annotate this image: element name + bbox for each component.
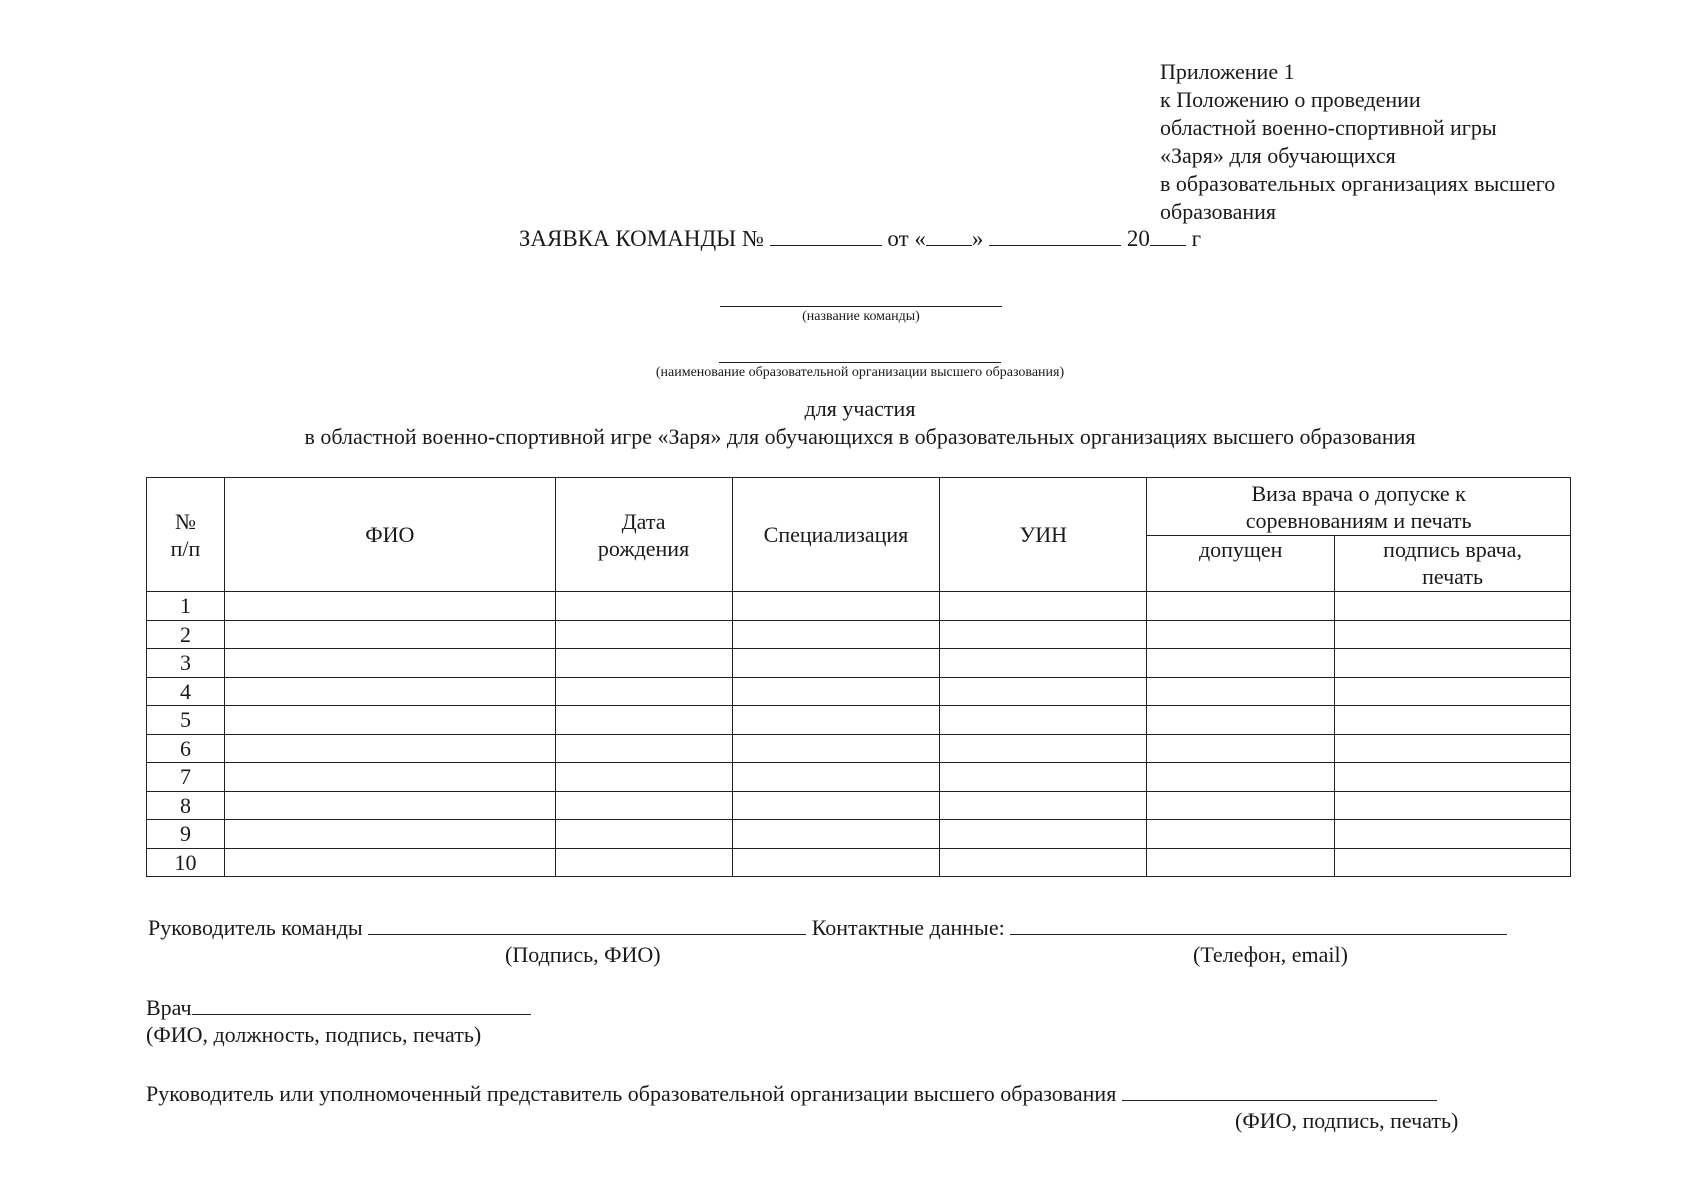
- cell-fio[interactable]: [224, 706, 555, 735]
- row-number: 10: [147, 848, 225, 877]
- cell-uin[interactable]: [940, 734, 1147, 763]
- org-head-caption: (ФИО, подпись, печать): [1235, 1108, 1459, 1133]
- row-number: 9: [147, 820, 225, 849]
- header-doctor-sign-line2: печать: [1422, 564, 1484, 589]
- team-name-field[interactable]: [720, 306, 1002, 307]
- header-doctor-visa: [1147, 478, 1571, 536]
- cell-fio[interactable]: [224, 620, 555, 649]
- appendix-line: в образовательных организациях высшего: [1160, 171, 1556, 196]
- cell-uin[interactable]: [940, 620, 1147, 649]
- row-number: 4: [147, 677, 225, 706]
- header-admitted: допущен: [1147, 536, 1335, 592]
- cell-specialization[interactable]: [732, 848, 940, 877]
- title-year-suffix: г: [1191, 226, 1202, 251]
- cell-doctor-sign[interactable]: [1335, 677, 1571, 706]
- application-title: [0, 226, 1695, 252]
- cell-birth-date[interactable]: [555, 706, 732, 735]
- cell-specialization[interactable]: [732, 734, 940, 763]
- header-birth-line1: Дата: [621, 508, 666, 534]
- cell-uin[interactable]: [940, 706, 1147, 735]
- cell-specialization[interactable]: [732, 763, 940, 792]
- title-quote-close: »: [971, 226, 984, 251]
- org-name-caption: (наименование образовательной организации высшего образования): [655, 365, 1065, 380]
- cell-uin[interactable]: [940, 649, 1147, 678]
- appendix-line: образования: [1160, 199, 1277, 224]
- org-head-label: Руководитель или уполномоченный представитель образовательной организации высшего образования: [146, 1081, 1117, 1106]
- doctor-caption: (ФИО, должность, подпись, печать): [146, 1022, 482, 1047]
- cell-specialization[interactable]: [732, 620, 940, 649]
- cell-birth-date[interactable]: [555, 791, 732, 820]
- title-from: от «: [887, 226, 926, 251]
- row-number: 1: [147, 592, 225, 621]
- table-row: [147, 763, 1571, 792]
- cell-birth-date[interactable]: [555, 763, 732, 792]
- cell-admitted[interactable]: [1147, 592, 1335, 621]
- row-number: 6: [147, 734, 225, 763]
- appendix-line: к Положению о проведении: [1160, 87, 1421, 112]
- cell-doctor-sign[interactable]: [1335, 620, 1571, 649]
- cell-uin[interactable]: [940, 677, 1147, 706]
- cell-birth-date[interactable]: [555, 848, 732, 877]
- cell-doctor-sign[interactable]: [1335, 592, 1571, 621]
- cell-admitted[interactable]: [1147, 706, 1335, 735]
- cell-doctor-sign[interactable]: [1335, 848, 1571, 877]
- title-prefix: ЗАЯВКА КОМАНДЫ №: [518, 226, 764, 251]
- cell-specialization[interactable]: [732, 706, 940, 735]
- month-field[interactable]: [989, 227, 1121, 246]
- cell-birth-date[interactable]: [555, 820, 732, 849]
- header-doctor-visa-line2: соревнованиям и печать: [1245, 507, 1472, 533]
- team-leader-signature-field[interactable]: [368, 914, 806, 935]
- cell-doctor-sign[interactable]: [1335, 649, 1571, 678]
- contacts-field[interactable]: [1010, 914, 1507, 935]
- contacts-caption: (Телефон, email): [1193, 942, 1348, 967]
- cell-fio[interactable]: [224, 592, 555, 621]
- header-doctor-sign: [1335, 536, 1571, 592]
- header-specialization: Специализация: [732, 478, 940, 592]
- cell-uin[interactable]: [940, 763, 1147, 792]
- cell-fio[interactable]: [224, 820, 555, 849]
- cell-uin[interactable]: [940, 820, 1147, 849]
- cell-specialization[interactable]: [732, 677, 940, 706]
- contacts-label: Контактные данные:: [811, 915, 1005, 940]
- team-number-field[interactable]: [770, 227, 882, 246]
- table-row: [147, 677, 1571, 706]
- day-field[interactable]: [926, 227, 972, 246]
- org-head-signature-field[interactable]: [1122, 1080, 1437, 1101]
- team-name-block: [720, 306, 1002, 325]
- cell-specialization[interactable]: [732, 820, 940, 849]
- roster-table: [146, 477, 1571, 877]
- cell-admitted[interactable]: [1147, 820, 1335, 849]
- table-row: [147, 734, 1571, 763]
- cell-fio[interactable]: [224, 677, 555, 706]
- cell-birth-date[interactable]: [555, 592, 732, 621]
- doctor-signature-field[interactable]: [192, 994, 531, 1015]
- cell-specialization[interactable]: [732, 592, 940, 621]
- header-doctor-sign-line1: подпись врача,: [1383, 537, 1522, 562]
- row-number: 3: [147, 649, 225, 678]
- cell-admitted[interactable]: [1147, 734, 1335, 763]
- cell-doctor-sign[interactable]: [1335, 763, 1571, 792]
- year-field[interactable]: [1150, 227, 1186, 246]
- team-name-caption: (название команды): [802, 309, 920, 324]
- cell-admitted[interactable]: [1147, 649, 1335, 678]
- cell-specialization[interactable]: [732, 791, 940, 820]
- table-row: [147, 620, 1571, 649]
- table-row: [147, 848, 1571, 877]
- org-name-field[interactable]: [719, 362, 1001, 363]
- cell-uin[interactable]: [940, 592, 1147, 621]
- cell-birth-date[interactable]: [555, 620, 732, 649]
- org-head-line: [146, 1080, 1437, 1107]
- table-row: [147, 706, 1571, 735]
- cell-admitted[interactable]: [1147, 620, 1335, 649]
- cell-fio[interactable]: [224, 791, 555, 820]
- doctor-line: [146, 994, 531, 1021]
- appendix-line: областной военно-спортивной игры: [1160, 115, 1497, 140]
- cell-admitted[interactable]: [1147, 677, 1335, 706]
- header-birth-line2: рождения: [597, 535, 690, 561]
- header-fio: ФИО: [224, 478, 555, 592]
- cell-doctor-sign[interactable]: [1335, 791, 1571, 820]
- table-row: [147, 791, 1571, 820]
- team-leader-caption: (Подпись, ФИО): [505, 942, 661, 967]
- cell-birth-date[interactable]: [555, 649, 732, 678]
- appendix-line: Приложение 1: [1160, 59, 1295, 84]
- title-year-prefix: 20: [1126, 226, 1150, 251]
- header-number-line1: №: [174, 508, 196, 534]
- header-number-line2: п/п: [170, 535, 201, 561]
- appendix-line: «Заря» для обучающихся: [1160, 143, 1396, 168]
- header-doctor-visa-line1: Виза врача о допуске к: [1251, 480, 1466, 506]
- table-row: [147, 592, 1571, 621]
- team-leader-label: Руководитель команды: [148, 915, 363, 940]
- cell-doctor-sign[interactable]: [1335, 706, 1571, 735]
- header-uin: УИН: [940, 478, 1147, 592]
- team-leader-line: [148, 914, 1507, 941]
- appendix-header: [1160, 58, 1555, 226]
- header-number: [147, 478, 225, 592]
- row-number: 5: [147, 706, 225, 735]
- cell-birth-date[interactable]: [555, 734, 732, 763]
- cell-doctor-sign[interactable]: [1335, 734, 1571, 763]
- cell-fio[interactable]: [224, 848, 555, 877]
- cell-fio[interactable]: [224, 649, 555, 678]
- row-number: 8: [147, 791, 225, 820]
- cell-fio[interactable]: [224, 763, 555, 792]
- cell-admitted[interactable]: [1147, 791, 1335, 820]
- cell-admitted[interactable]: [1147, 763, 1335, 792]
- cell-specialization[interactable]: [732, 649, 940, 678]
- org-name-block: [560, 362, 1160, 381]
- header-birth-date: [555, 478, 732, 592]
- row-number: 7: [147, 763, 225, 792]
- cell-doctor-sign[interactable]: [1335, 820, 1571, 849]
- cell-uin[interactable]: [940, 848, 1147, 877]
- cell-admitted[interactable]: [1147, 848, 1335, 877]
- participation-line-1: для участия: [804, 396, 916, 421]
- cell-fio[interactable]: [224, 734, 555, 763]
- cell-uin[interactable]: [940, 791, 1147, 820]
- table-row: [147, 649, 1571, 678]
- participation-line-2: в областной военно-спортивной игре «Заря» для обучающихся в образовательных организациях высшего образования: [304, 424, 1416, 449]
- table-row: [147, 820, 1571, 849]
- row-number: 2: [147, 620, 225, 649]
- doctor-label: Врач: [146, 995, 192, 1020]
- cell-birth-date[interactable]: [555, 677, 732, 706]
